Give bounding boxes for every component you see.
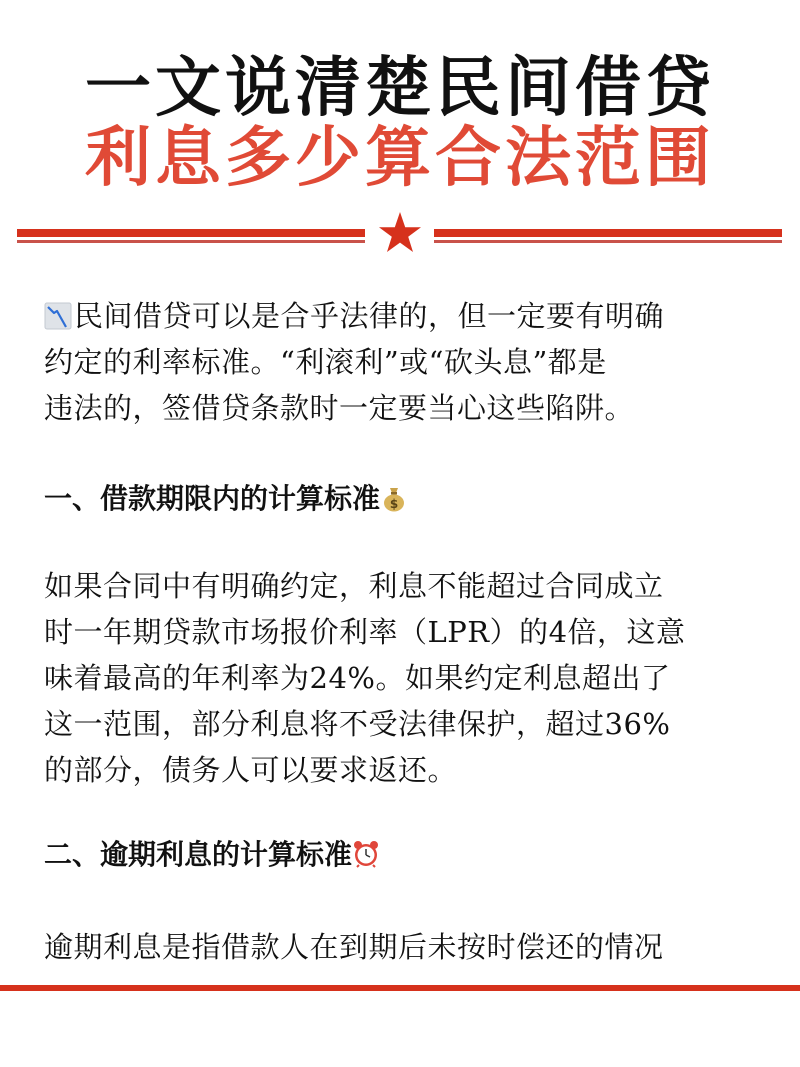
divider-thick-line (434, 229, 782, 237)
divider-thin-line (17, 240, 365, 243)
title-line-1: 一文说清楚民间借贷 (85, 48, 715, 126)
section-1-paragraph (44, 563, 724, 793)
alarm-clock-icon (352, 840, 380, 868)
star-icon (378, 211, 422, 255)
section-1-line-3: 味着最高的年利率为24%。如果约定利息超出了 (44, 661, 671, 695)
bottom-divider (0, 985, 800, 991)
divider-left (17, 228, 365, 246)
section-1-heading: 一、借款期限内的计算标准 $ (44, 476, 724, 522)
section-2-heading: 二、逾期利息的计算标准 (44, 832, 724, 878)
intro-line-2: 约定的利率标准。“利滚利”或“砍头息”都是 (44, 345, 607, 379)
money-bag-icon (380, 484, 408, 512)
divider-thick-line (17, 229, 365, 237)
intro-paragraph (44, 293, 724, 431)
section-1-line-5: 的部分，债务人可以要求返还。 (44, 753, 458, 787)
section-1-line-1: 如果合同中有明确约定，利息不能超过合同成立 (44, 569, 664, 603)
intro-line-3: 违法的，签借贷条款时一定要当心这些陷阱。 (44, 391, 635, 425)
chart-decreasing-icon (44, 302, 72, 330)
page-title (0, 48, 800, 196)
section-1-line-2: 时一年期贷款市场报价利率（LPR）的4倍，这意 (44, 615, 686, 649)
divider-right (434, 228, 782, 246)
section-2-paragraph (44, 924, 784, 970)
section-2-line-1: 逾期利息是指借款人在到期后未按时偿还的情况 (44, 930, 664, 964)
intro-line-1: 民间借贷可以是合乎法律的，但一定要有明确 (44, 293, 724, 339)
svg-text:$: $ (389, 497, 399, 511)
title-line-2: 利息多少算合法范围 (85, 118, 715, 196)
section-1-line-4: 这一范围，部分利息将不受法律保护，超过36% (44, 707, 671, 741)
divider-thin-line (434, 240, 782, 243)
